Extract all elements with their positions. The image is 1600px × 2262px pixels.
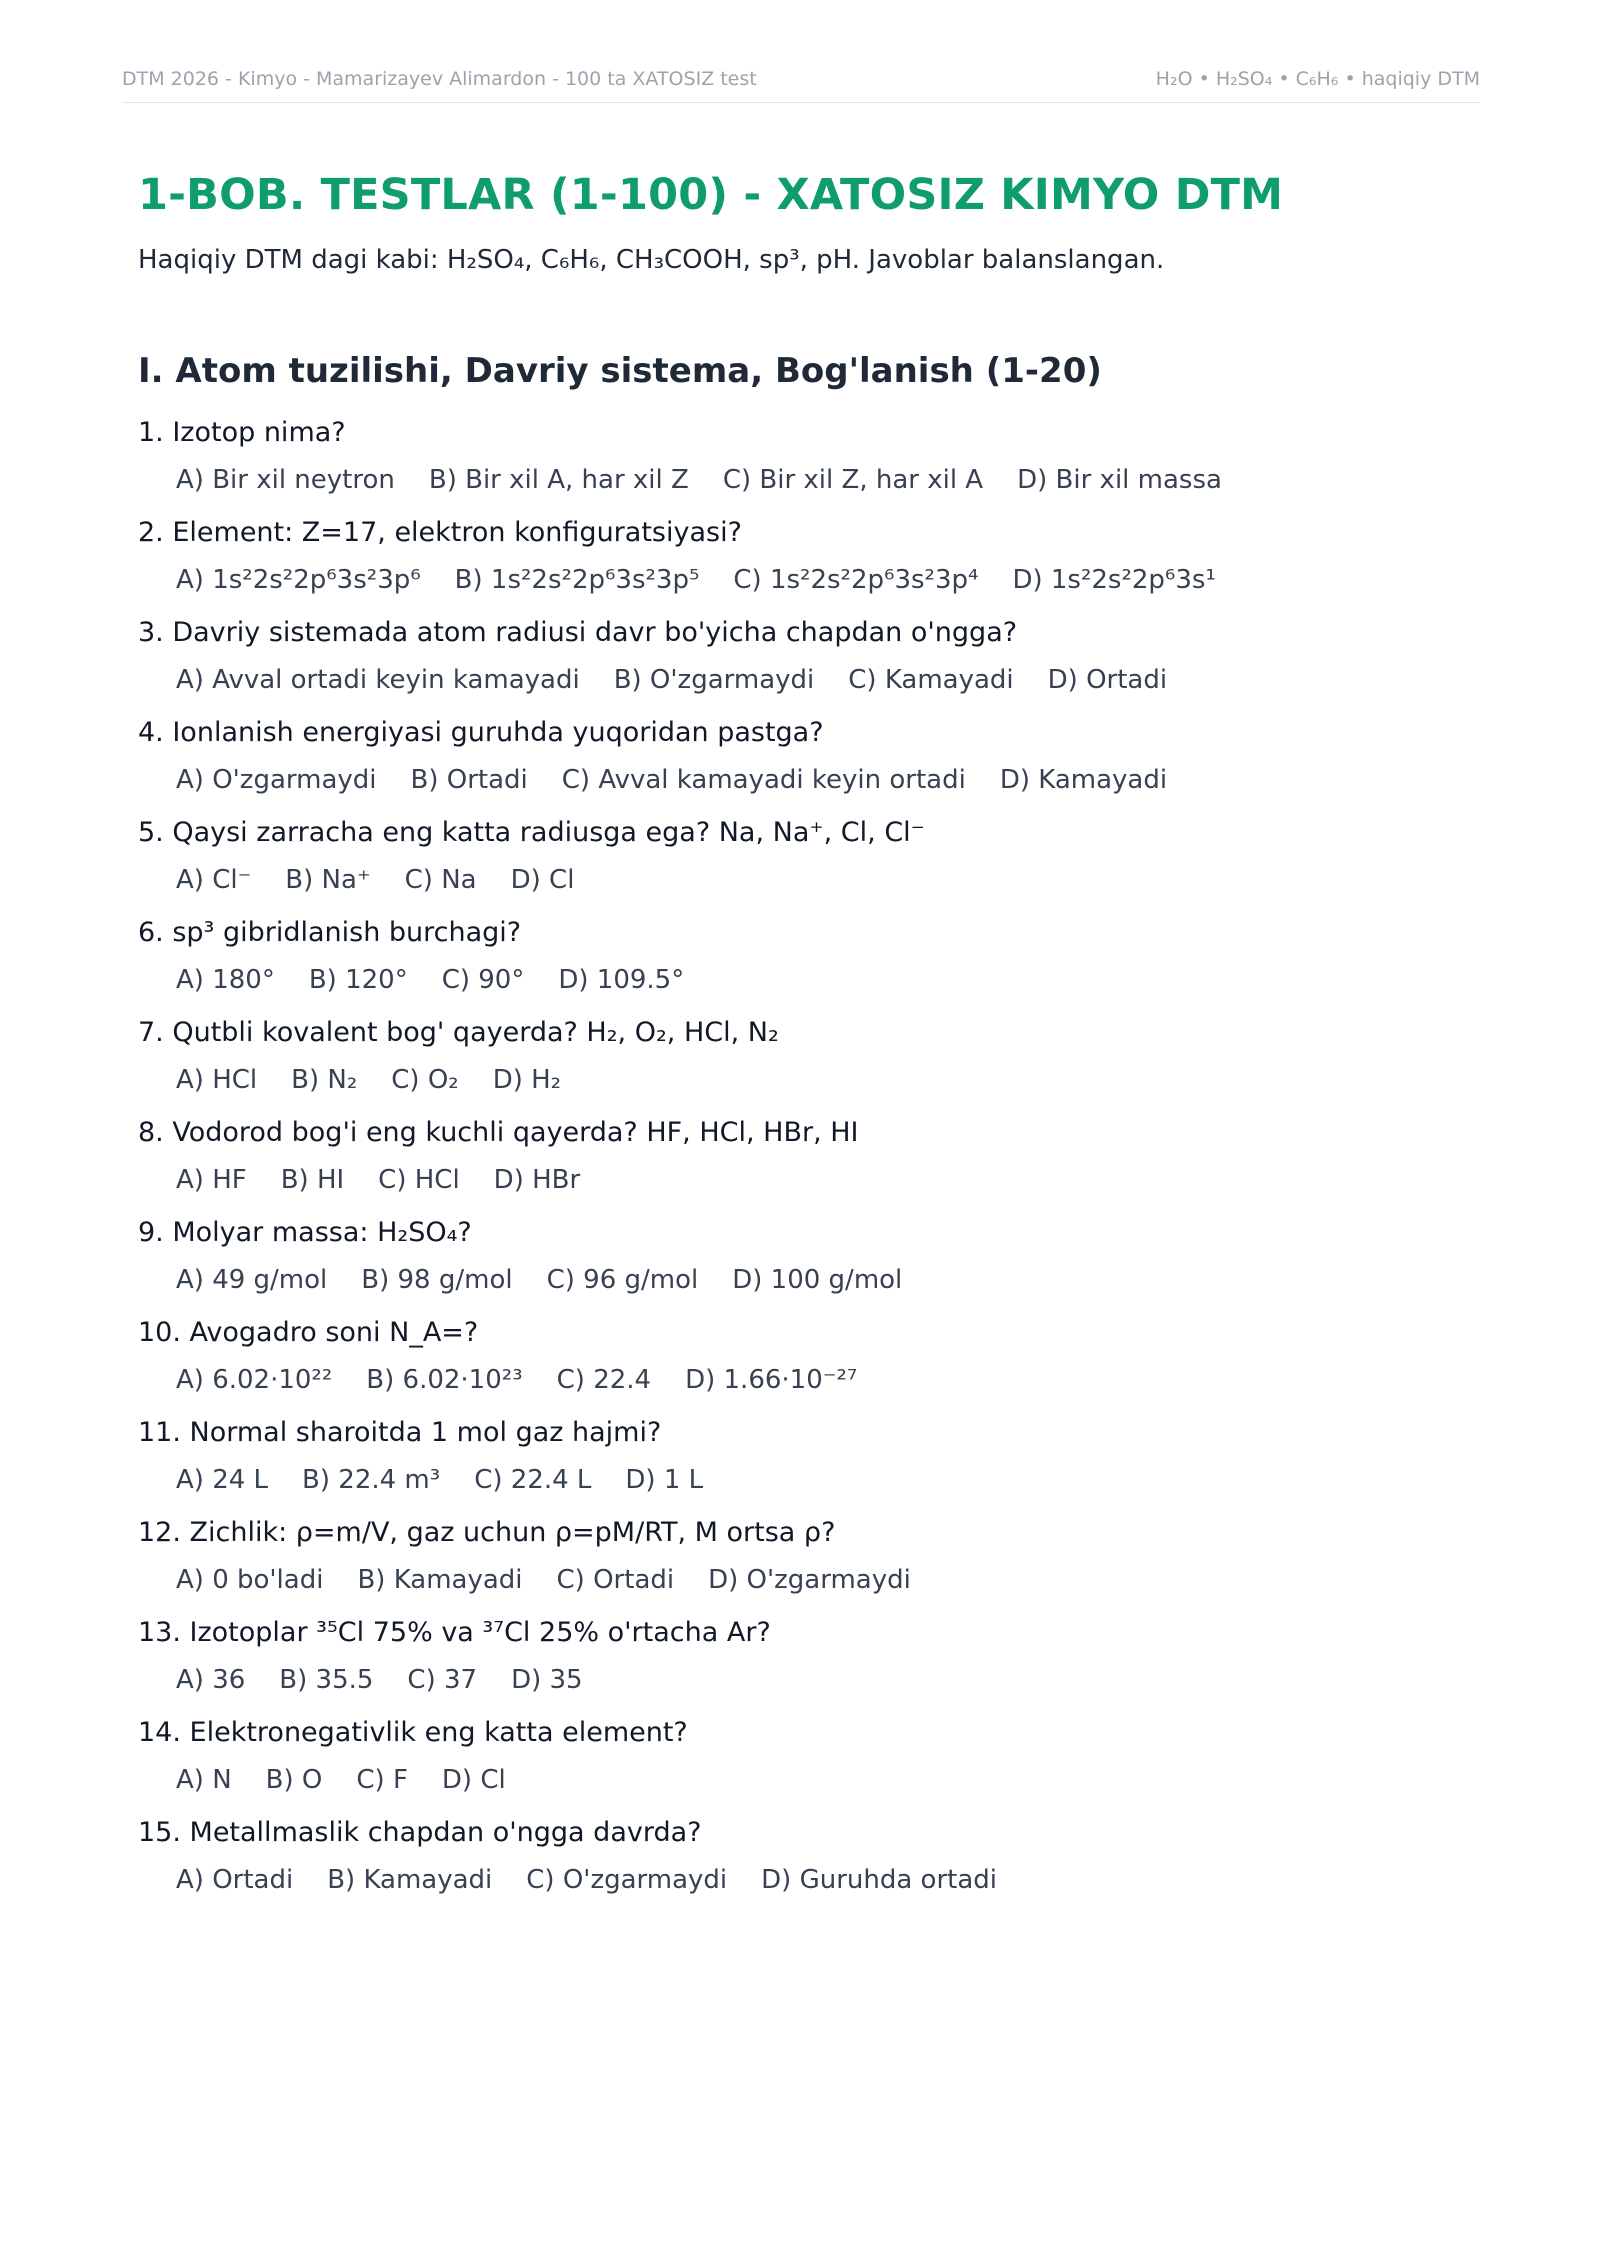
answer-option: D) Bir xil massa	[1017, 465, 1222, 495]
answer-option: A) Cl⁻	[176, 865, 252, 895]
answer-options	[176, 1062, 1478, 1098]
header-left-text: DTM 2026 - Kimyo - Mamarizayev Alimardon - 100 ta XATOSIZ test	[122, 68, 757, 90]
answer-options	[176, 1362, 1478, 1398]
answer-option: B) N₂	[291, 1065, 358, 1095]
answer-option: A) O'zgarmaydi	[176, 765, 377, 795]
answer-option: B) Kamayadi	[327, 1865, 493, 1895]
question-text: 8. Vodorod bog'i eng kuchli qayerda? HF, HCl, HBr, HI	[138, 1117, 859, 1148]
running-header	[122, 68, 1480, 103]
question-text: 7. Qutbli kovalent bog' qayerda? H₂, O₂, HCl, N₂	[138, 1017, 779, 1048]
question-text: 6. sp³ gibridlanish burchagi?	[138, 917, 522, 948]
answer-option: A) 36	[176, 1665, 246, 1695]
answer-option: B) Na⁺	[285, 865, 371, 895]
answer-option: D) Kamayadi	[999, 765, 1168, 795]
answer-option: D) Ortadi	[1047, 665, 1168, 695]
answer-option: B) Ortadi	[410, 765, 528, 795]
answer-option: C) 90°	[441, 965, 525, 995]
question-item	[138, 1614, 1478, 1698]
answer-option: A) Avval ortadi keyin kamayadi	[176, 665, 580, 695]
chapter-title: 1-BOB. TESTLAR (1-100) - XATOSIZ KIMYO DTM	[138, 170, 1284, 220]
question-text: 2. Element: Z=17, elektron konfiguratsiyasi?	[138, 517, 742, 548]
question-text: 14. Elektronegativlik eng katta element?	[138, 1717, 688, 1748]
answer-options	[176, 662, 1478, 698]
answer-option: C) Avval kamayadi keyin ortadi	[561, 765, 966, 795]
answer-option: C) F	[356, 1765, 408, 1795]
answer-option: D) Guruhda ortadi	[761, 1865, 998, 1895]
answer-option: C) Bir xil Z, har xil A	[722, 465, 984, 495]
answer-option: D) H₂	[492, 1065, 562, 1095]
question-text: 1. Izotop nima?	[138, 417, 346, 448]
answer-option: C) O'zgarmaydi	[526, 1865, 728, 1895]
header-right-text: H₂O • H₂SO₄ • C₆H₆ • haqiqiy DTM	[1155, 68, 1480, 90]
answer-option: A) 0 bo'ladi	[176, 1565, 324, 1595]
answer-option: D) 1 L	[625, 1465, 704, 1495]
answer-option: C) 96 g/mol	[546, 1265, 699, 1295]
answer-option: C) O₂	[391, 1065, 459, 1095]
answer-option: B) 22.4 m³	[302, 1465, 441, 1495]
answer-options	[176, 462, 1478, 498]
answer-option: C) 22.4	[556, 1365, 652, 1395]
answer-option: B) 98 g/mol	[361, 1265, 513, 1295]
answer-option: A) 180°	[176, 965, 275, 995]
answer-option: B) Bir xil A, har xil Z	[428, 465, 689, 495]
question-item	[138, 914, 1478, 998]
answer-option: A) HF	[176, 1165, 247, 1195]
question-text: 10. Avogadro soni N_A=?	[138, 1317, 479, 1348]
question-item	[138, 1814, 1478, 1898]
question-item	[138, 1714, 1478, 1798]
question-item	[138, 514, 1478, 598]
answer-option: B) HI	[280, 1165, 345, 1195]
answer-option: D) 35	[511, 1665, 583, 1695]
question-text: 11. Normal sharoitda 1 mol gaz hajmi?	[138, 1417, 662, 1448]
answer-option: D) O'zgarmaydi	[708, 1565, 911, 1595]
answer-option: C) 37	[407, 1665, 478, 1695]
answer-option: A) Ortadi	[176, 1865, 294, 1895]
answer-option: C) HCl	[378, 1165, 460, 1195]
question-text: 15. Metallmaslik chapdan o'ngga davrda?	[138, 1817, 702, 1848]
answer-options	[176, 1262, 1478, 1298]
answer-option: A) 1s²2s²2p⁶3s²3p⁶	[176, 565, 421, 595]
question-text: 3. Davriy sistemada atom radiusi davr bo'yicha chapdan o'ngga?	[138, 617, 1018, 648]
answer-option: D) HBr	[493, 1165, 581, 1195]
question-item	[138, 414, 1478, 498]
answer-option: B) 6.02·10²³	[366, 1365, 523, 1395]
question-item	[138, 1214, 1478, 1298]
answer-option: A) 6.02·10²²	[176, 1365, 333, 1395]
answer-options	[176, 1862, 1478, 1898]
answer-options	[176, 1162, 1478, 1198]
question-item	[138, 1414, 1478, 1498]
answer-options	[176, 1562, 1478, 1598]
question-list	[138, 414, 1478, 1898]
answer-options	[176, 762, 1478, 798]
answer-option: B) 35.5	[279, 1665, 374, 1695]
answer-option: D) 109.5°	[558, 965, 685, 995]
answer-option: C) Ortadi	[556, 1565, 675, 1595]
question-item	[138, 1314, 1478, 1398]
answer-option: A) HCl	[176, 1065, 258, 1095]
answer-option: C) Kamayadi	[848, 665, 1014, 695]
question-text: 5. Qaysi zarracha eng katta radiusga ega? Na, Na⁺, Cl, Cl⁻	[138, 817, 925, 848]
answer-option: D) 1s²2s²2p⁶3s¹	[1012, 565, 1216, 595]
answer-option: B) Kamayadi	[357, 1565, 523, 1595]
answer-option: A) Bir xil neytron	[176, 465, 395, 495]
answer-options	[176, 862, 1478, 898]
question-item	[138, 1114, 1478, 1198]
answer-options	[176, 562, 1478, 598]
answer-option: C) Na	[404, 865, 477, 895]
answer-option: D) 100 g/mol	[732, 1265, 903, 1295]
page-content	[138, 166, 1478, 1914]
answer-option: D) 1.66·10⁻²⁷	[685, 1365, 858, 1395]
answer-options	[176, 1662, 1478, 1698]
answer-option: C) 1s²2s²2p⁶3s²3p⁴	[733, 565, 979, 595]
answer-options	[176, 962, 1478, 998]
chapter-intro: Haqiqiy DTM dagi kabi: H₂SO₄, C₆H₆, CH₃COOH, sp³, pH. Javoblar balanslangan.	[138, 245, 1165, 275]
question-text: 4. Ionlanish energiyasi guruhda yuqoridan pastga?	[138, 717, 824, 748]
answer-options	[176, 1462, 1478, 1498]
answer-option: C) 22.4 L	[474, 1465, 592, 1495]
answer-option: B) O	[265, 1765, 323, 1795]
answer-option: B) 120°	[308, 965, 408, 995]
question-text: 13. Izotoplar ³⁵Cl 75% va ³⁷Cl 25% o'rtacha Ar?	[138, 1617, 771, 1648]
question-text: 9. Molyar massa: H₂SO₄?	[138, 1217, 472, 1248]
answer-option: D) Cl	[510, 865, 575, 895]
answer-option: A) 24 L	[176, 1465, 269, 1495]
answer-option: A) 49 g/mol	[176, 1265, 328, 1295]
answer-option: B) 1s²2s²2p⁶3s²3p⁵	[454, 565, 700, 595]
question-text: 12. Zichlik: ρ=m/V, gaz uchun ρ=pM/RT, M ortsa ρ?	[138, 1517, 836, 1548]
answer-option: B) O'zgarmaydi	[613, 665, 815, 695]
section-title: I. Atom tuzilishi, Davriy sistema, Bog'lanish (1-20)	[138, 351, 1102, 391]
answer-option: A) N	[176, 1765, 232, 1795]
question-item	[138, 714, 1478, 798]
answer-option: D) Cl	[441, 1765, 506, 1795]
question-item	[138, 1014, 1478, 1098]
answer-options	[176, 1762, 1478, 1798]
question-item	[138, 614, 1478, 698]
question-item	[138, 1514, 1478, 1598]
question-item	[138, 814, 1478, 898]
